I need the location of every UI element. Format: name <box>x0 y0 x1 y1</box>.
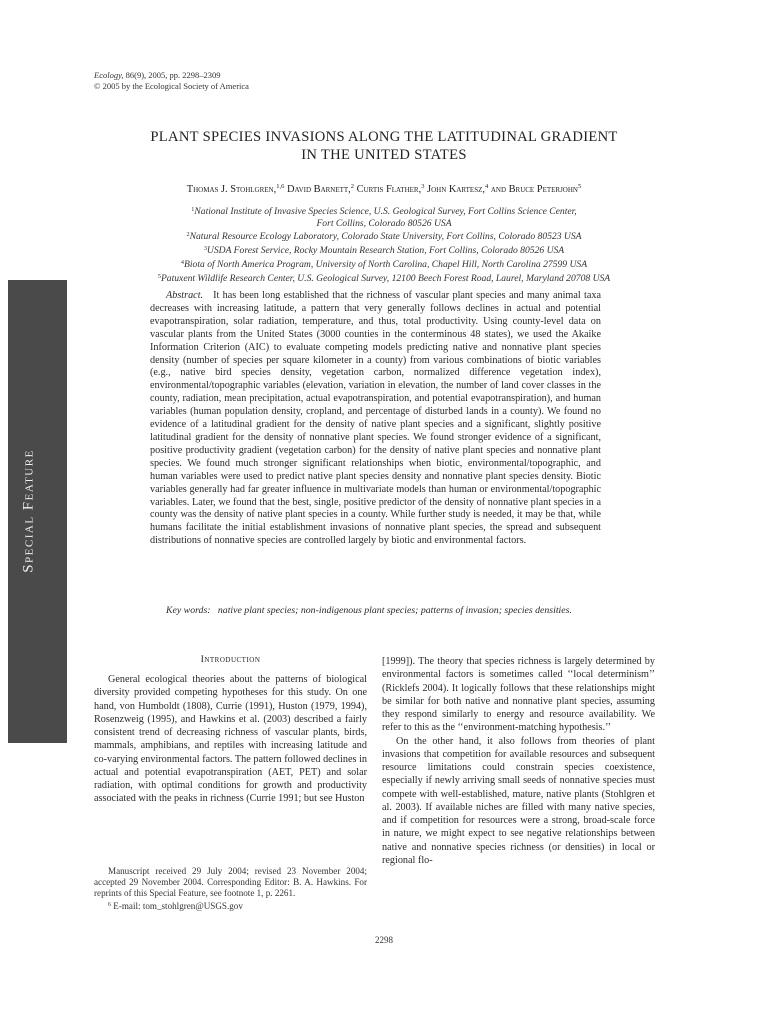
affiliation-text: Biota of North America Program, University of North Carolina, Chapel Hill, North Carolina 27599 USA <box>184 258 588 270</box>
abstract-label: Abstract. <box>166 290 204 301</box>
affiliation <box>94 229 674 243</box>
affiliation <box>94 271 674 285</box>
manuscript-note: Manuscript received 29 July 2004; revised 23 November 2004; accepted 29 November 2004. Corresponding Editor: B. A. Hawkins. For reprints of this Special Feature, see footnote 1, p. 2261. <box>94 866 367 899</box>
keywords <box>150 605 601 617</box>
author-name: Thomas J. Stohlgren, <box>186 184 277 195</box>
article-title <box>94 128 674 164</box>
author-name: John Kartesz, <box>427 184 485 195</box>
author-name: Bruce Peterjohn <box>508 184 578 195</box>
author-separator: and <box>488 184 509 195</box>
title-line-1: PLANT SPECIES INVASIONS ALONG THE LATITUDINAL GRADIENT <box>150 129 618 145</box>
affiliation <box>94 243 674 257</box>
abstract-text: It has been long established that the richness of vascular plant species and many animal taxa decreases with increasing latitude, a pattern that very generally follows declines in actual and potential evapotranspiration, solar radiation, temperature, and thus, total productivity. Using county-level data on vascular plants from the United States (3000 counties in the conterminous 48 states), we used the Akaike Information Criterion (AIC) to evaluate competing models predicting native and nonnative plant species density (number of species per square kilometer in a county) from various combinations of biotic variables (e.g., native bird species density, vegetation carbon, normalized difference vegetation index), environmental/topographic variables (elevation, variation in elevation, the number of land cover classes in the county, radiation, mean precipitation, actual evapotranspiration, and potential evapotranspiration), and human variables (human population density, cropland, and percentage of disturbed lands in a county). We found no evidence of a latitudinal gradient for the density of native plant species and a significant, slightly positive latitudinal gradient for the density of nonnative plant species. We found stronger evidence of a significant, positive productivity gradient (vegetation carbon) for the density of native plant species and nonnative plant species. We found much stronger significant relationships when biotic, environmental/topographic, and human variables were used to predict native plant species density and nonnative plant species density. Biotic variables generally had far greater influence in multivariate models than human or environmental/topographic variables. Later, we found that the best, single, positive predictor of the density of nonnative plant species in a county was the density of native plant species in a county. While further study is needed, it may be that, while humans facilitate the initial establishment invasions of nonnative plant species, the spread and subsequent distributions of nonnative species are controlled largely by biotic and environmental factors. <box>150 290 602 547</box>
affiliation-list <box>94 204 674 284</box>
special-feature-label: Special Feature <box>20 449 37 573</box>
author-list <box>94 180 674 196</box>
author-affil-marker: 2 <box>350 183 355 190</box>
author-name: David Barnett, <box>286 184 351 195</box>
affiliation-text: Natural Resource Ecology Laboratory, Colorado State University, Fort Collins, Colorado 80523 USA <box>189 231 582 243</box>
affiliation <box>94 257 674 271</box>
section-heading-introduction: Introduction <box>200 654 261 665</box>
copyright: © 2005 by the Ecological Society of America <box>94 81 249 91</box>
footnotes <box>94 866 367 912</box>
affiliation-marker: 2 <box>186 231 190 239</box>
affiliation-marker: 4 <box>180 258 185 266</box>
affiliation-text: Patuxent Wildlife Research Center, U.S. Geological Survey, 12100 Beech Forest Road, Laurel, Maryland 20708 USA <box>160 272 611 284</box>
email-text: E-mail: tom_stohlgren@USGS.gov <box>111 900 243 911</box>
special-feature-tab <box>8 280 67 743</box>
paragraph: General ecological theories about the patterns of biological diversity provided competing hypotheses for this study. On one hand, von Humboldt (1808), Currie (1991), Huston (1979, 1994), Rosenzweig (1995), and Hawkins et al. (2003) described a fairly consistent trend of decreasing richness of vascular plants, birds, mammals, amphibians, and reptiles with increasing latitude and co-varying environmental factors. The pattern followed declines in actual and potential evapotranspiration (AET, PET) and solar radiation, with optimal conditions for growth and productivity associated with the peaks in richness (Currie 1991; but see Huston <box>94 674 367 805</box>
affiliation-marker: 3 <box>203 245 207 253</box>
email-note <box>94 900 367 912</box>
author-affil-marker: 5 <box>577 183 582 190</box>
author-name: Curtis Flather, <box>356 184 422 195</box>
paragraph: On the other hand, it also follows from theories of plant invasions that competition for available resources and subsequent resource limitations could constrain species coexistence, especially if newly arriving small seeds of nonnative species must compete with well-established, mature, native plants (Stohlgren et al. 2003). If available niches are filled with many native species, and if competition for resources were a strong, broad-scale force in nature, we might expect to see negative relationships between native and nonnative species richness (or densities) in local or regional flo- <box>382 735 655 866</box>
footnote-marker: 6 <box>108 901 111 908</box>
affiliation-text: USDA Forest Service, Rocky Mountain Research Station, Fort Collins, Colorado 80526 USA <box>206 245 565 257</box>
title-line-2: IN THE UNITED STATES <box>301 147 467 163</box>
page-number: 2298 <box>375 935 393 945</box>
affiliation-marker: 5 <box>157 272 161 280</box>
affiliation-marker: 1 <box>191 206 195 213</box>
keywords-text: native plant species; non-indigenous plant species; patterns of invasion; species densities. <box>217 605 572 616</box>
abstract <box>150 290 601 548</box>
affiliation-continued: Fort Collins, Colorado 80526 USA <box>316 217 452 229</box>
journal-citation <box>94 70 249 92</box>
author-affil-marker: 4 <box>484 183 489 190</box>
journal-name: Ecology, <box>94 70 124 80</box>
journal-volume: 86(9), 2005, pp. 2298–2309 <box>123 70 221 80</box>
author-affil-marker: 1,6 <box>276 183 285 190</box>
keywords-label: Key words: <box>166 605 211 616</box>
affiliation <box>94 204 674 218</box>
body-column-left <box>94 673 367 806</box>
author-affil-marker: 3 <box>421 183 425 190</box>
body-column-right <box>382 655 655 867</box>
paragraph: [1999]). The theory that species richness is largely determined by environmental factors is sometimes called ‘‘local determinism’’ (Ricklefs 2004). It logically follows that these relationships might be similar for both native and nonnative plant species, assuming they respond similarly to energy and resource availability. We refer to this as the ‘‘environment-matching hypothesis.’’ <box>382 656 655 734</box>
affiliation-text: National Institute of Invasive Species Science, U.S. Geological Survey, Fort Collins Science Center, <box>194 206 577 217</box>
